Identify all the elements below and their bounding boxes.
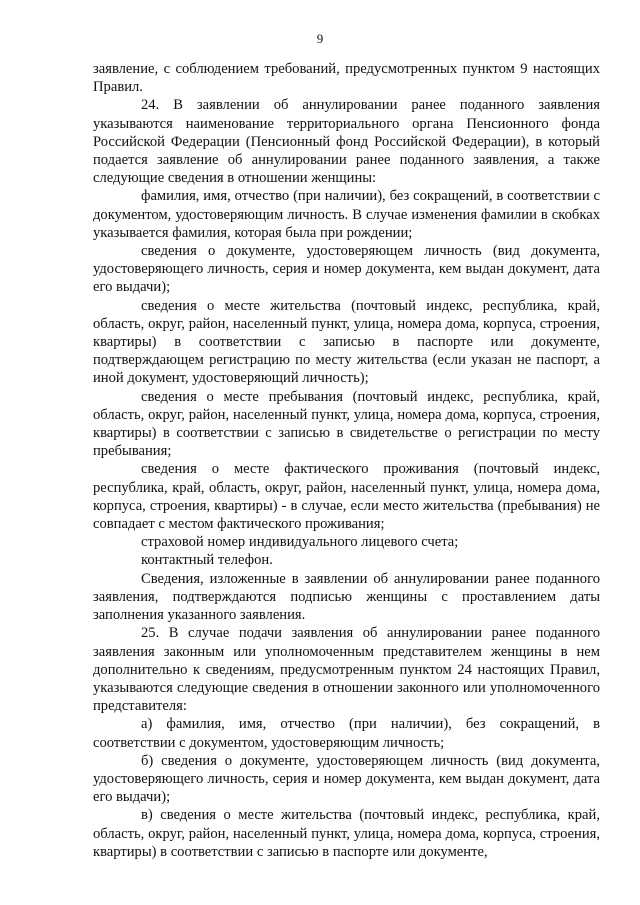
paragraph-phone: контактный телефон. — [141, 552, 273, 569]
paragraph-stay: сведения о месте пребывания (почтовый индекс, республика, край, область, округ, район, населенный пункт, улица, номера дома, корпуса, строения, квартиры) в соответствии с записью в свидетельстве о регистрации по месту пребывания; — [93, 388, 600, 460]
page-number: 9 — [316, 31, 324, 46]
paragraph-signature: Сведения, изложенные в заявлении об аннулировании ранее поданного заявления, подтверждаются подписью женщины с проставлением даты заполнения указанного заявления. — [93, 570, 600, 624]
paragraph-sub-v: в) сведения о месте жительства (почтовый индекс, республика, край, область, округ, район, населенный пункт, улица, номера дома, корпуса, строения, квартиры) в соответствии с записью в паспорте или документе, — [93, 807, 600, 860]
paragraph-item-25: 25. В случае подачи заявления об аннулировании ранее поданного заявления законным или уполномоченным представителем женщины в нем дополнительно к сведениям, предусмотренным пунктом 24 настоящих Правил, указываются следующие сведения в отношении законного или уполномоченного представителя: — [93, 625, 600, 715]
paragraph-actual-residence: сведения о месте фактического проживания (почтовый индекс, республика, край, область, округ, район, населенный пункт, улица, номера дома, корпуса, строения, квартиры) - в случае, если место жительства (пребывания) не совпадает с местом фактического проживания; — [93, 461, 600, 533]
paragraph-sub-a: а) фамилия, имя, отчество (при наличии), без сокращений, в соответствии с документом, удостоверяющим личность; — [93, 716, 600, 751]
paragraph-residence: сведения о месте жительства (почтовый индекс, республика, край, область, округ, район, населенный пункт, улица, номера дома, корпуса, строения, квартиры) в соответствии с записью в паспорте или документе, подтверждающем регистрацию по месту жительства (если указан не паспорт, а иной документ, удостоверяющий личность); — [93, 297, 600, 387]
paragraph-full-name: фамилия, имя, отчество (при наличии), без сокращений, в соответствии с документом, удостоверяющим личность. В случае изменения фамилии в скобках указывается фамилия, которая была при рождении; — [93, 188, 600, 241]
document-body — [93, 60, 600, 861]
paragraph-continuation: заявление, с соблюдением требований, предусмотренных пунктом 9 настоящих Правил. — [93, 61, 600, 96]
paragraph-insurance-number: страховой номер индивидуального лицевого счета; — [141, 534, 459, 551]
paragraph-identity-document: сведения о документе, удостоверяющем личность (вид документа, удостоверяющего личность, серия и номер документа, кем выдан документ, дата его выдачи); — [93, 243, 600, 296]
paragraph-sub-b: б) сведения о документе, удостоверяющем личность (вид документа, удостоверяющего личность, серия и номер документа, кем выдан документ, дата его выдачи); — [93, 752, 600, 806]
paragraph-item-24: 24. В заявлении об аннулировании ранее поданного заявления указываются наименование территориального органа Пенсионного фонда Российской Федерации (Пенсионный фонд Российской Федерации), в который подается заявление об аннулировании ранее поданного заявления, а также следующие сведения в отношении женщины: — [93, 97, 600, 187]
